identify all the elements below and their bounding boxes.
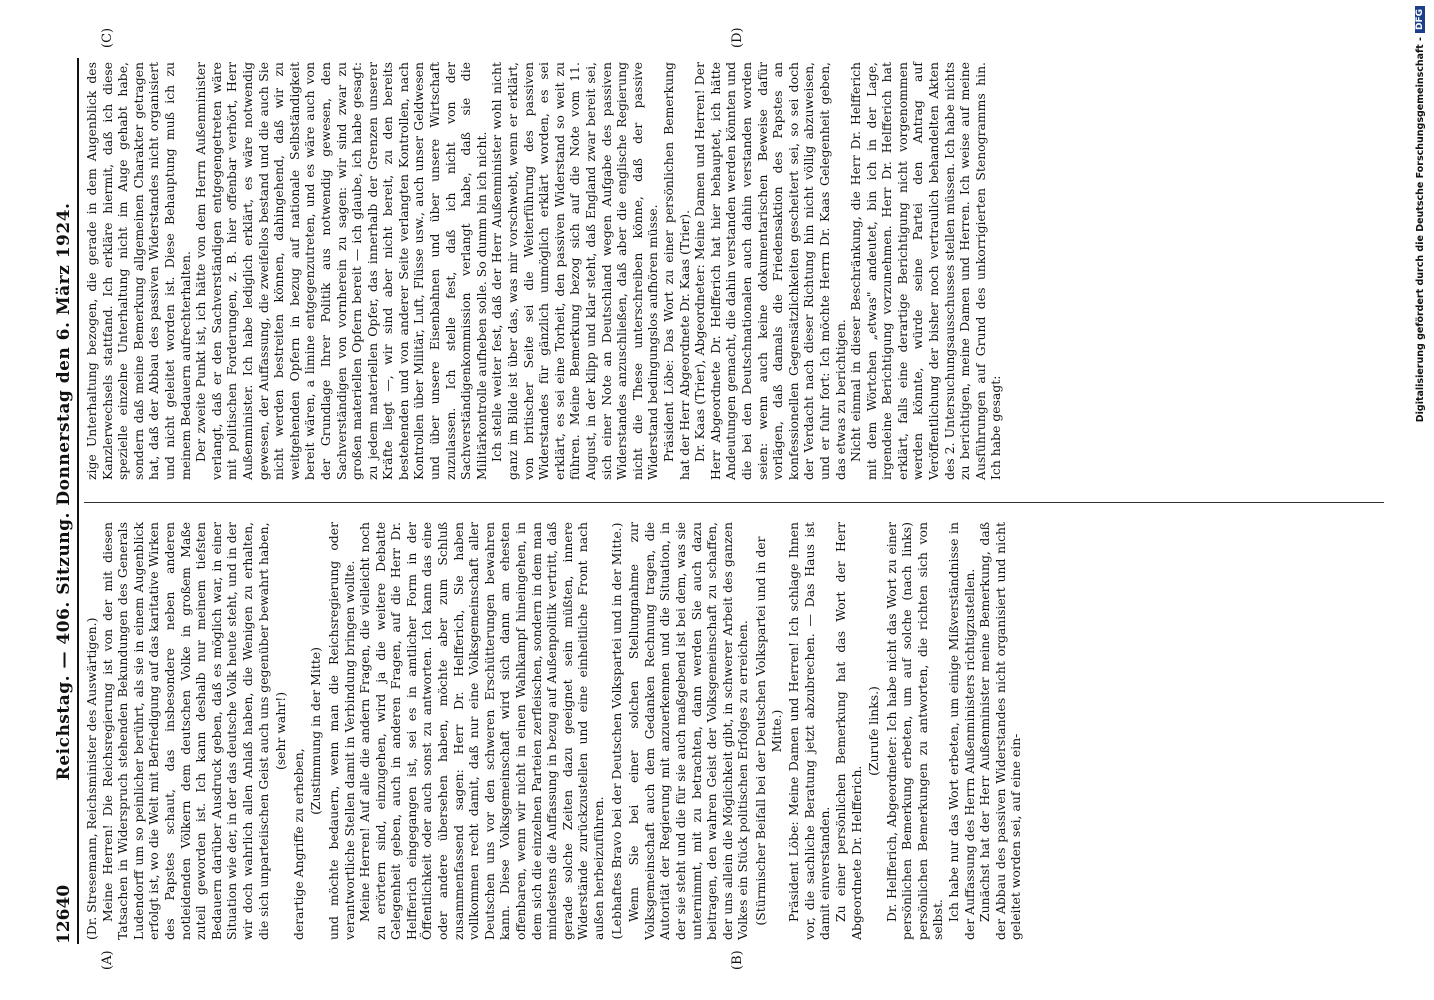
paragraph: Zunächst hat der Herr Außenminister meine Bemerkung, daß der Abbau des passiven Widerstandes nicht organisiert und nicht geleitet worden sei, auf eine ein- [977,522,1024,940]
paragraph: Nicht einmal in dieser Beschränkung, die Herr Dr. Helfferich mit dem Wörtchen „etwas" andeutet, bin ich in der Lage, irgendeine Berichtigung vorzunehmen. Herr Dr. Helfferich hat erklärt, falls eine derartige Berichtigung nicht vorgenommen werden könnte, würde seine Partei den Antrag auf Veröffentlichung der bisher noch vertraulich behandelten Akten des 2. Untersuchungsausschusses stellen müssen. Ich habe nichts zu berichtigen, meine Damen und Herren. Ich weise auf meine Ausführungen auf Grund des unkorrigierten Stenogramms hin. Ich habe gesagt: [848,62,1004,480]
paragraph: Dr. Kaas (Trier), Abgeordneter: Meine Damen und Herren! Der Herr Abgeordnete Dr. Helfferich hat hier behauptet, ich hätte Andeutungen gemacht, die dahin verstanden werden könnten und die bei den Deutschnationalen auch dahin verstanden worden seien: wenn auch keine dokumentarischen Beweise dafür vorlägen, daß damals die Friedensaktion des Papstes an konfessionellen Gegensätzlichkeiten gescheitert sei, so sei doch der Verdacht nach dieser Richtung hin nicht völlig abzuweisen, und er fuhr fort: Ich möchte Herrn Dr. Kaas Gelegenheit geben, das etwas zu berichtigen. [692,62,848,480]
paragraph: Meine Herren! Die Reichsregierung ist von der mit diesen Tatsachen in Widerspruch stehenden Bekundungen des Generals Ludendorff um so peinlicher berührt, als sie in einem Augenblick erfolgt ist, wo die Welt mit Befriedigung auf das karitative Wirken des Papstes schaut, das insbesondere neben anderen notleidenden Völkern dem deutschen Volke in großem Maße zuteil geworden ist. Ich kann deshalb nur meinem tiefsten Bedauern darüber Ausdruck geben, daß es möglich war, in einer Situation wie der, in der das deutsche Volk heute steht, und in der wir doch wahrlich allen Anlaß haben, die Wenigen zu erhalten, die sich unparteiischen Geist auch uns gegenüber bewahrt haben, [99,522,271,940]
paragraph: Der zweite Punkt ist, ich hätte von dem Herrn Außenminister verlangt, daß er den Sachverständigen entgegengetreten wäre mit politischen Forderungen, z. B. hier offenbar verhört, Herr Außenminister. Ich habe lediglich erklärt, es wäre notwendig gewesen, der Auffassung, die zweifellos bestand und die auch Sie nicht werden bestreiten können, dahingehend, daß wir zu weitgehenden Opfern in bezug auf nationale Selbständigkeit bereit wären, a limine entgegenzutreten, und es wäre auch von der Grundlage Ihrer Politik aus notwendig gewesen, den Sachverständigen von vornherein zu sagen: wir sind zwar zu großen materiellen Opfern bereit — ich glaube, ich habe gesagt: zu jedem materiellen Opfer, das innerhalb der Grenzen unserer Kräfte liegt —, wir sind aber nicht bereit, zu den bereits bestehenden und von anderer Seite verlangten Kontrollen, nach Kontrollen über Militär, Luft, Flüsse usw., auch unser Geldwesen und über unsere Eisenbahnen und über unsere Wirtschaft zuzulassen. Ich stelle fest, daß ich nicht von der Sachverständigenkommission verlangt habe, daß sie die Militärkontrolle aufheben solle. So dumm bin ich nicht. [193,62,489,480]
paragraph: Meine Herren! Auf alle die andern Fragen, die vielleicht noch zu erörtern sind, einzugehen, wird ja die weitere Debatte Gelegenheit geben, auch in anderen Fragen, auf die Herr Dr. Helfferich eingegangen ist, sei es in amtlicher Form in der Öffentlichkeit oder auch sonst zu antworten. Ich kann das eine oder andere übersehen haben, möchte aber zum Schluß zusammenfassend sagen: Herr Dr. Helfferich, Sie haben vollkommen recht damit, daß nur eine Volksgemeinschaft aller Deutschen uns vor den schweren Erschütterungen bewahren kann. Diese Volksgemeinschaft wird sich dann am ehesten offenbaren, wenn wir nicht in einen Wahlkampf hineingehen, in dem sich die einzelnen Parteien zerfleischen, sondern in dem man mindestens die Auffassung in bezug auf Außenpolitik vertritt, daß gerade solche Zeiten dazu geeignet sein müßten, innere Widerstände zurückzustellen und eine einheitliche Front nach außen herbeizuführen. [357,522,606,940]
column-divider [84,502,1384,503]
paragraph: Ich habe nur das Wort erbeten, um einige Mißverständnisse in der Auffassung des Herrn Außenministers richtigzustellen. [946,522,977,940]
paragraph: (Lebhaftes Bravo bei der Deutschen Volkspartei und in der Mitte.) [608,522,624,940]
right-column [84,62,1004,480]
paragraph: Dr. Helfferich, Abgeordneter: Ich habe nicht das Wort zu einer persönlichen Bemerkung erbeten, um auf solche (nach links) persönlichen Bemerkungen zu antworten, die richten sich von selbst. [883,522,946,940]
page-header [50,58,79,944]
margin-mark-c: (C) [100,27,115,48]
paragraph: Ich stelle weiter fest, daß der Herr Außenminister wohl nicht ganz im Bilde ist über das, was mir vorschwebt, wenn er erklärt, von britischer Seite sei die Weiterführung des passiven Widerstandes für gänzlich unmöglich erklärt worden, es sei erklärt, es sei eine Torheit, den passiven Widerstand so weit zu führen. Meine Bemerkung bezog sich auf die Note vom 11. August, in der klipp und klar steht, daß England zwar bereit sei, sich einer Note an Deutschland wegen Aufgabe des passiven Widerstandes anzuschließen, daß aber die englische Regierung nicht die These unterschreiben könne, daß der passive Widerstand bedingungslos aufhören müsse. [489,62,661,480]
paragraph: Präsident Löbe: Meine Damen und Herren! Ich schlage Ihnen vor, die sachliche Beratung jetzt abzubrechen. — Das Haus ist damit einverstanden. [786,522,833,940]
paragraph: zige Unterhaltung bezogen, die gerade in dem Augenblick des Kanzlerwechsels stattfand. Ich erkläre hiermit, daß ich diese spezielle einzelne Unterhaltung nicht im Auge gehabt habe, sondern daß meine Bemerkung allgemeinen Charakter getragen hat, daß der Abbau des passiven Widerstandes nicht organisiert und nicht geleitet worden ist. Diese Behauptung muß ich zu meinem Bedauern aufrechterhalten. [84,62,193,480]
paragraph: (Zustimmung in der Mitte) [308,647,324,815]
paragraph: (Dr. Stresemann, Reichsminister des Auswärtigen.) [84,617,99,940]
digitization-note-text: Digitalisierung gefördert durch die Deutsche Forschungsgemeinschaft - [1414,37,1426,423]
margin-mark-b: (B) [730,950,745,970]
paragraph: (sehr wahr!) [273,691,289,771]
left-column [84,522,1024,940]
digitization-note [1410,6,1430,996]
paragraph: Zu einer persönlichen Bemerkung hat das Wort der Herr Abgeordnete Dr. Helfferich. [832,522,864,940]
paragraph: (Stürmischer Beifall bei der Deutschen Volkspartei und in der Mitte.) [752,536,784,926]
margin-mark-d: (D) [730,27,745,48]
page-number: 12640 [54,884,74,944]
paragraph: Präsident Löbe: Das Wort zu einer persönlichen Bemerkung hat der Herr Abgeordnete Dr. Kaas (Trier). [660,62,692,480]
paragraph: und möchte bedauern, wenn man die Reichsregierung oder verantwortliche Stellen damit in Verbindung bringen wollte. [325,522,357,940]
page-title: Reichstag. — 406. Sitzung. Donnerstag den 6. März 1924. [54,202,74,781]
dfg-logo: DFG [1415,6,1425,33]
paragraph: Wenn Sie bei einer solchen Stellungnahme zur Volksgemeinschaft auch dem Gedanken Rechnung tragen, die Autorität der Regierung mit anzuerkennen und die Situation, in der sie steht und die für sie auch maßgebend ist bei dem, was sie unternimmt, mit zu betrachten, dann werden Sie auch dazu beitragen, den wahren Geist der Volksgemeinschaft zu schaffen, der uns allein die Möglichkeit gibt, in schwerer Arbeit des ganzen Volkes ein Stück politischen Erfolges zu erreichen. [626,522,751,940]
paragraph: derartige Angriffe zu erheben, [290,748,306,940]
margin-mark-a: (A) [100,950,115,970]
paragraph: (Zurufe links.) [866,686,882,776]
